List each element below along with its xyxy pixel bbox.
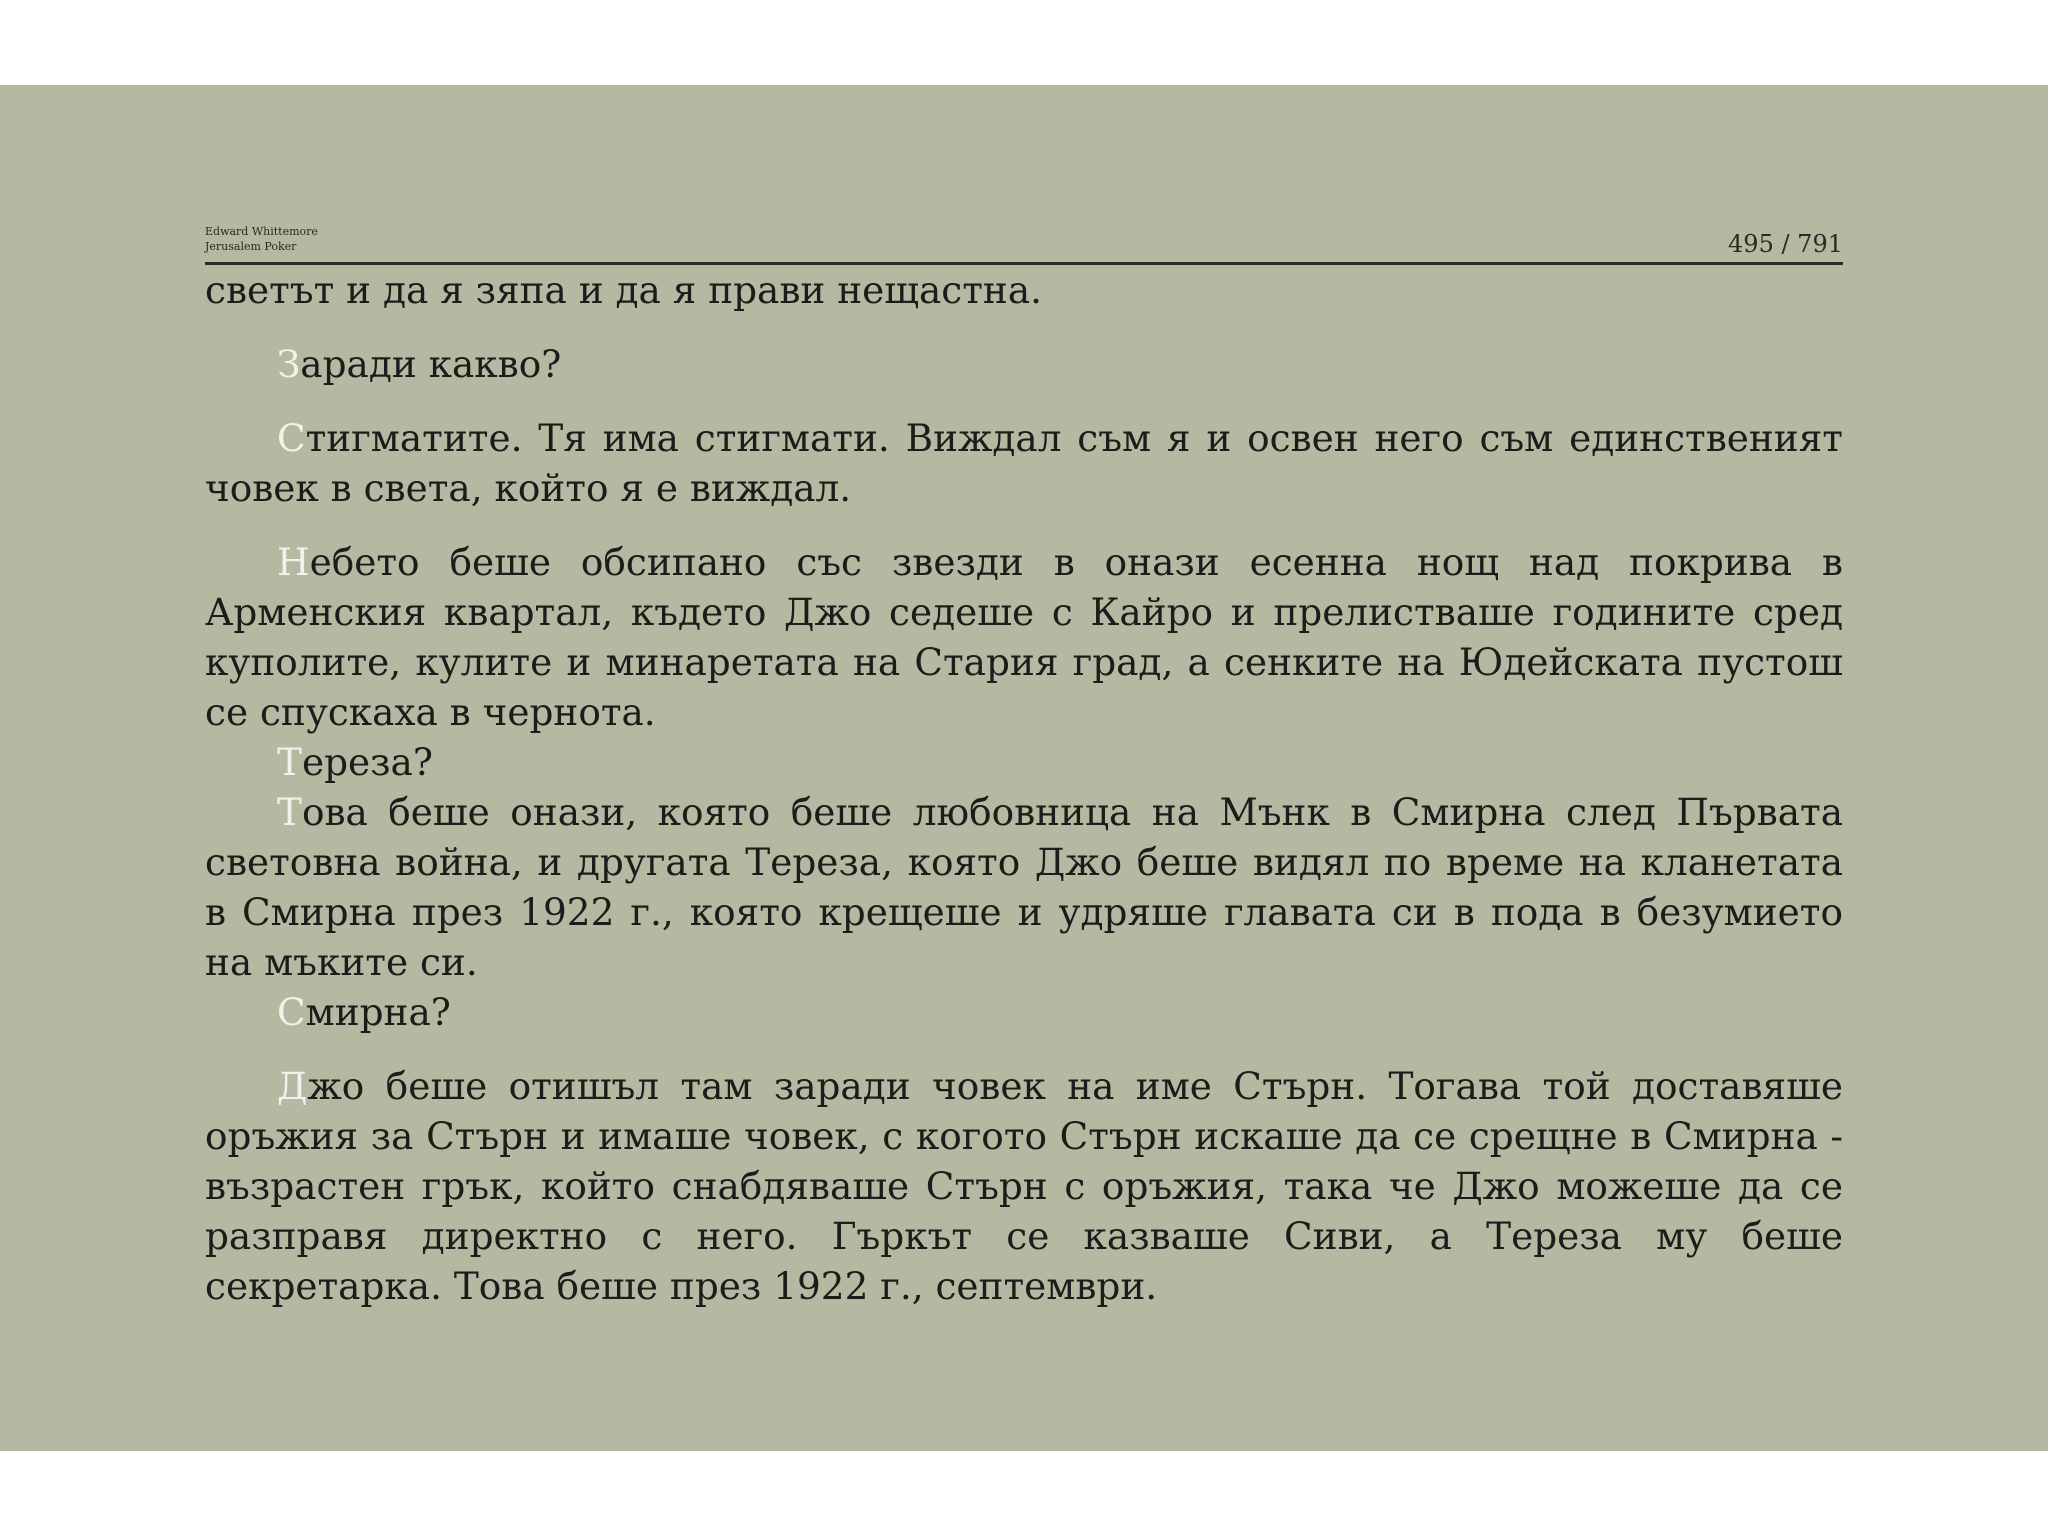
initial-letter: С xyxy=(277,990,306,1034)
paragraph xyxy=(205,339,1843,389)
initial-letter: Т xyxy=(277,740,302,784)
paragraph xyxy=(205,537,1843,737)
book-text xyxy=(205,265,1843,1311)
initial-letter: Т xyxy=(277,790,302,834)
paragraph-text: жо беше отишъл там заради човек на име Стърн. Тогава той доставяше оръжия за Стърн и имаше човек, с когото Стърн искаше да се срещне в Смирна - възрастен грък, който снабдяваше Стърн с оръжия, така че Джо можеше да се разправя директно с него. Гъркът се казваше Сиви, а Тереза му беше секретарка. Това беше през 1922 г., септември. xyxy=(205,1064,1843,1308)
paragraph-text: ебето беше обсипано със звезди в онази есенна нощ над покрива в Арменския квартал, където Джо седеше с Кайро и прелистваше годините сред куполите, кулите и минаретата на Стария град, а сенките на Юдейската пустош се спускаха в чернота. xyxy=(205,540,1843,734)
paragraph-text: тигматите. Тя има стигмати. Виждал съм я и освен него съм единственият човек в света, който я е виждал. xyxy=(205,416,1843,510)
paragraph-text: мирна? xyxy=(305,990,451,1034)
paragraph-text: аради какво? xyxy=(300,342,562,386)
paragraph-text: ереза? xyxy=(301,740,433,784)
book-meta xyxy=(205,224,318,254)
initial-letter: З xyxy=(277,342,301,386)
page-header xyxy=(205,136,1843,265)
book-title: Jerusalem Poker xyxy=(205,240,297,253)
paragraph-text: ова беше онази, която беше любовница на Мънк в Смирна след Първата световна война, и другата Тереза, която Джо беше видял по време на кланетата в Смирна през 1922 г., която крещеше и удряше главата си в пода в безумието на мъките си. xyxy=(205,790,1843,984)
author-name: Edward Whittemore xyxy=(205,225,318,238)
paragraph xyxy=(205,413,1843,513)
initial-letter: Д xyxy=(277,1064,308,1108)
paragraph xyxy=(205,265,1843,315)
paragraph xyxy=(205,787,1843,987)
paragraph xyxy=(205,987,1843,1037)
initial-letter: Н xyxy=(277,540,310,584)
paragraph xyxy=(205,737,1843,787)
paragraph xyxy=(205,1061,1843,1311)
page-number: 495 / 791 xyxy=(1728,230,1843,258)
paragraph-text: светът и да я зяпа и да я прави нещастна. xyxy=(205,268,1043,312)
initial-letter: С xyxy=(277,416,306,460)
